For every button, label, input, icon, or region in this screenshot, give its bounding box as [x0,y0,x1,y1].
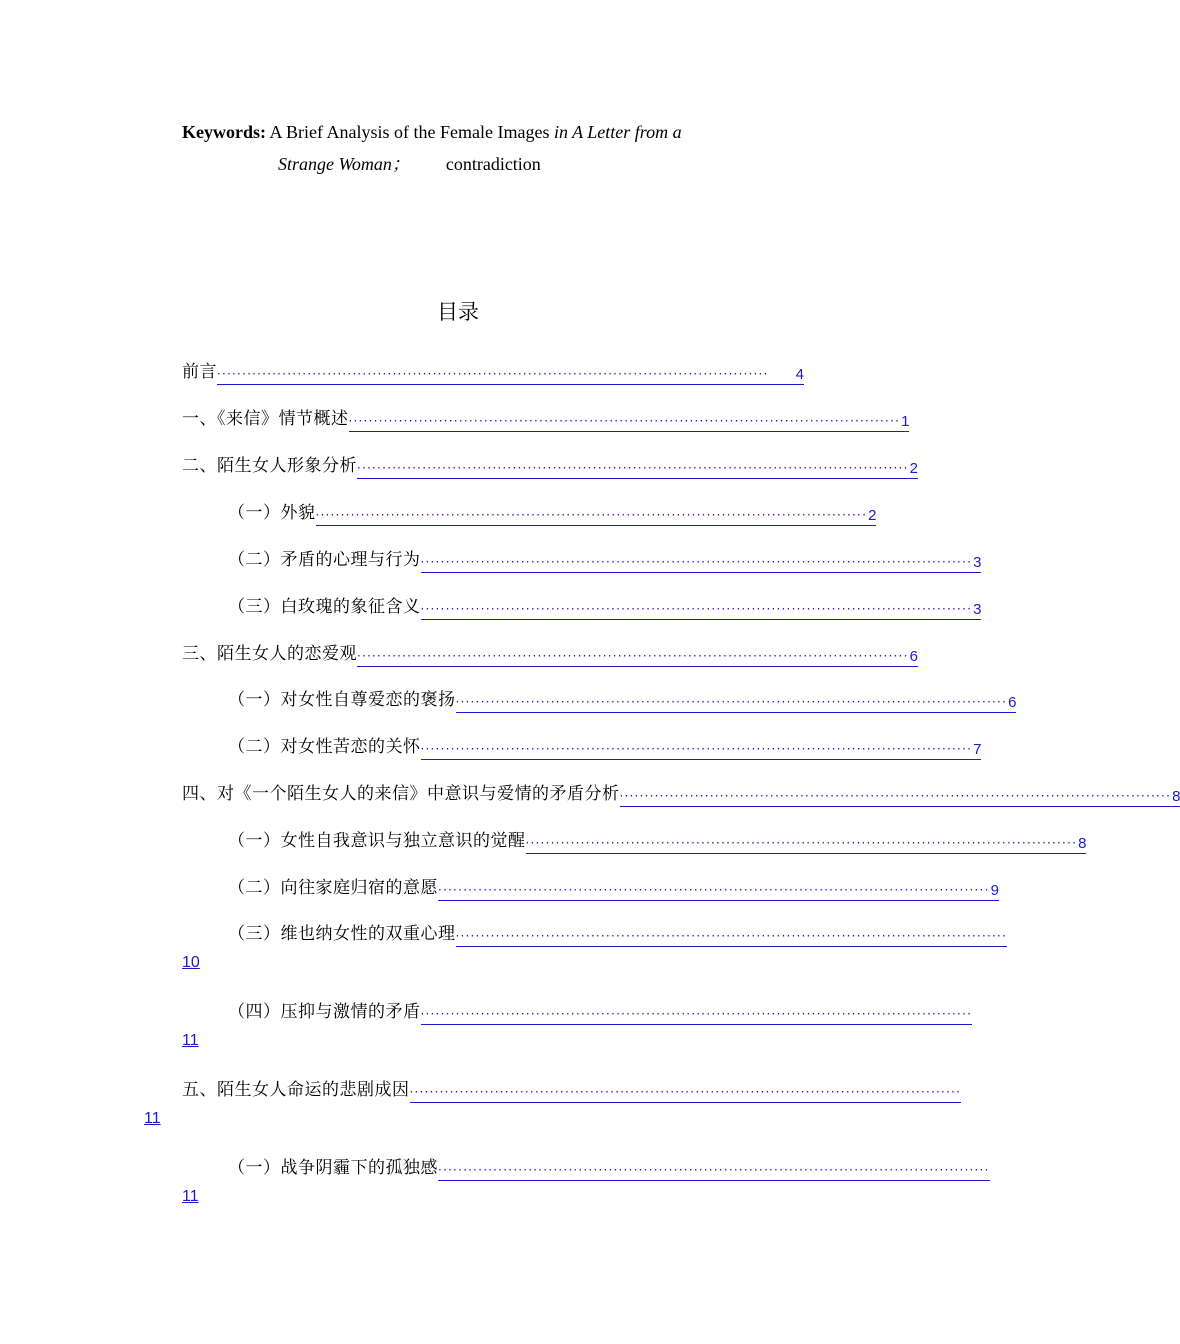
toc-entry-link[interactable]: ·············································································································· 1 [348,413,910,430]
toc-entry[interactable] [228,734,982,760]
toc-entry-text: 五、陌生女人命运的悲剧成因 [182,1080,410,1100]
toc-entry-link[interactable]: ·············································································································· 6 [455,694,1017,711]
toc-entry-link[interactable]: ·············································································································· 3 [420,601,982,618]
toc-entry-page: 4 [795,366,804,383]
toc-entry-link[interactable]: ·············································································································· 4 [217,366,804,383]
toc-entry[interactable] [228,921,1008,947]
toc-entry[interactable] [228,594,982,620]
toc-entry-link[interactable]: ·············································································································· 2 [315,507,877,524]
toc-entry-text: 一、《来信》情节概述 [182,409,349,429]
keywords-italic-2: Strange Woman [278,154,392,174]
keywords-text-1: A Brief Analysis of the Female Images [266,122,554,142]
toc-entry-text: 二、陌生女人形象分析 [182,456,357,476]
toc-entry[interactable] [182,359,804,385]
toc-entry[interactable] [182,453,918,479]
toc-entry-text: （四）压抑与激情的矛盾 [228,1002,421,1022]
toc-entry[interactable] [228,687,1017,713]
keywords-line-1 [182,116,682,148]
toc-entry[interactable] [182,1077,962,1103]
toc-entry-link[interactable]: ·············································································································· 8 [525,835,1087,852]
toc-entry-page[interactable]: 11 [182,1032,199,1049]
toc-entry[interactable] [182,641,918,667]
toc-entry-text: （三）维也纳女性的双重心理 [228,924,456,944]
toc-entry-link[interactable]: ·············································································································· 3 [420,554,982,571]
toc-entry-page: 8 [1172,788,1180,805]
toc-entry-text: （一）对女性自尊爱恋的褒扬 [228,690,456,710]
toc-entry-text: （一）外貌 [228,503,316,523]
toc-entry-page[interactable]: 11 [182,1188,199,1205]
toc-entry-text: （一）女性自我意识与独立意识的觉醒 [228,831,526,851]
toc-entry-text: （二）矛盾的心理与行为 [228,550,421,570]
toc-entry-page: 6 [909,648,918,665]
toc-entry-link[interactable]: ·············································································································· [438,1160,990,1181]
toc-entry-page: 1 [901,413,910,430]
toc-entry-text: 前言 [182,362,217,382]
toc-entry-link[interactable]: ·············································································································· [421,1004,973,1025]
toc-entry-page[interactable]: 11 [144,1110,161,1127]
keywords-block [182,116,682,180]
toc-entry-text: 四、对《一个陌生女人的来信》中意识与爱情的矛盾分析 [182,784,620,804]
toc-entry-link[interactable]: ·············································································································· 8 [619,788,1180,805]
toc-entry-page: 6 [1008,694,1017,711]
toc-entry-text: 三、陌生女人的恋爱观 [182,644,357,664]
toc-entry[interactable] [228,999,973,1025]
toc-entry[interactable] [228,500,877,526]
toc-entry-page: 7 [973,741,982,758]
toc-entry[interactable] [228,547,982,573]
toc-entry-page: 9 [990,882,999,899]
toc-entry-link[interactable]: ·············································································································· 2 [357,460,918,477]
toc-entry-link[interactable]: ·············································································································· [456,926,1008,947]
keywords-label: Keywords: [182,122,266,142]
keywords-line-2 [182,148,682,180]
toc-entry-text: （二）向往家庭归宿的意愿 [228,878,438,898]
toc-entry-link[interactable]: ·············································································································· 6 [357,648,918,665]
toc-entry-page: 3 [973,601,982,618]
toc-entry-link[interactable]: ·············································································································· 7 [420,741,982,758]
toc-entry-text: （三）白玫瑰的象征含义 [228,597,421,617]
toc-entry-text: （二）对女性苦恋的关怀 [228,737,421,757]
keywords-text-2: contradiction [445,154,541,174]
toc-entry[interactable] [182,406,910,432]
toc-entry[interactable] [228,875,999,901]
toc-entry[interactable] [228,828,1087,854]
toc-entry-text: （一）战争阴霾下的孤独感 [228,1158,438,1178]
toc-title: 目录 [437,300,479,324]
toc-entry-page: 3 [973,554,982,571]
keywords-italic-1: in A Letter from a [553,122,682,142]
toc-entry[interactable] [228,1155,990,1181]
toc-entry-page[interactable]: 10 [182,954,200,971]
toc-entry-page: 8 [1078,835,1087,852]
toc-entry-link[interactable]: ·············································································································· 9 [438,882,999,899]
toc-entry-link[interactable]: ·············································································································· [410,1082,962,1103]
keywords-separator: ； [391,154,410,174]
toc-entry-page: 2 [909,460,918,477]
toc-entry-page: 2 [868,507,877,524]
toc-entry[interactable] [182,781,1180,807]
